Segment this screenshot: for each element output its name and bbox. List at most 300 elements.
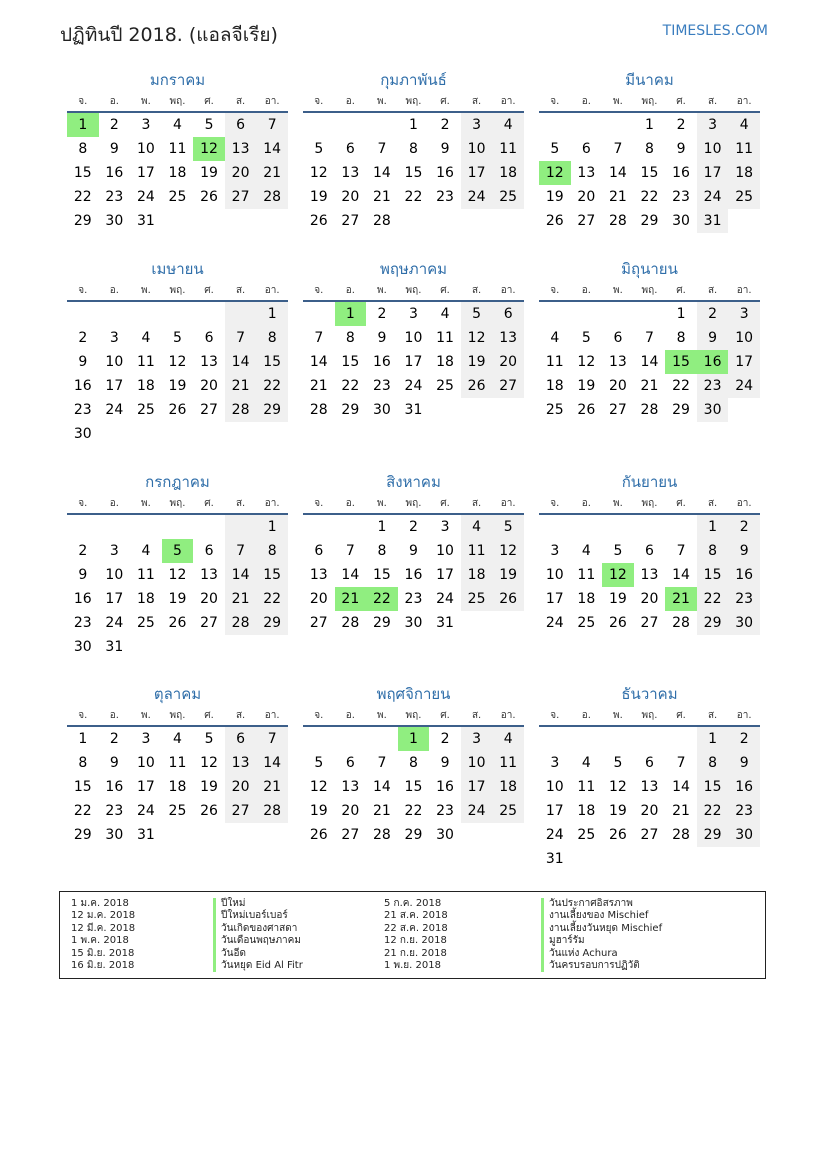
empty-cell (634, 847, 666, 871)
weekday-label: ส. (707, 498, 718, 509)
weekday-label: พฤ. (169, 285, 186, 296)
day-cells (303, 113, 524, 233)
day-cells (67, 113, 288, 233)
day-cell: 3 (409, 306, 418, 322)
day-cell: 16 (672, 165, 690, 181)
empty-cell (256, 209, 288, 233)
legend-date: 22 ส.ค. 2018 (384, 922, 448, 934)
day-cell: 20 (341, 803, 360, 819)
empty-cell (225, 635, 257, 659)
day-cell: 3 (461, 113, 493, 137)
day-cell: 12 (492, 539, 524, 563)
day-cell: 14 (608, 165, 627, 181)
day-cell: 21 (225, 587, 257, 611)
empty-cell (429, 209, 461, 233)
empty-cell (130, 302, 162, 326)
weekday-label: พ. (613, 96, 623, 107)
day-cell: 15 (697, 563, 729, 587)
day-cell: 7 (314, 330, 324, 346)
month-name: เมษายน (151, 260, 204, 278)
day-cell: 10 (697, 137, 729, 161)
day-cell: 13 (200, 354, 218, 370)
day-cell: 13 (200, 567, 218, 583)
day-cell: 31 (136, 213, 155, 229)
weekday-label: อา. (736, 710, 752, 721)
day-cell: 17 (461, 161, 493, 185)
month-name: พฤศจิกายน (376, 685, 451, 703)
day-cell: 27 (225, 185, 257, 209)
page-title: ปฏิทินปี 2018. (แอลจีเรีย) (60, 24, 278, 46)
day-cell: 9 (78, 567, 88, 583)
empty-cell (602, 113, 634, 137)
site-link[interactable]: TIMESLES.COM (662, 23, 768, 39)
day-cell: 15 (73, 779, 92, 795)
day-cell: 17 (545, 591, 564, 607)
legend-holiday-name: วันอีด (213, 948, 303, 960)
day-cell: 5 (613, 755, 623, 771)
day-cell: 27 (640, 615, 659, 631)
day-cell: 20 (577, 189, 596, 205)
day-cell: 6 (204, 330, 214, 346)
empty-cell (492, 611, 524, 635)
day-cell: 23 (73, 402, 92, 418)
day-cell: 15 (256, 350, 288, 374)
empty-cell (162, 302, 194, 326)
day-cell: 12 (200, 755, 218, 771)
day-cell: 12 (309, 165, 328, 181)
month-3 (539, 70, 760, 233)
month-name: สิงหาคม (386, 473, 441, 491)
day-cell: 22 (672, 378, 690, 394)
day-cell: 6 (492, 302, 524, 326)
weekday-label: ศ. (440, 710, 450, 721)
empty-cell (130, 515, 162, 539)
day-cell: 6 (581, 141, 591, 157)
day-cell: 19 (309, 189, 328, 205)
day-cell: 10 (404, 330, 423, 346)
day-cell: 31 (136, 827, 155, 843)
month-7 (67, 472, 288, 659)
legend-holiday-name: วันเกิดของศาสดา (213, 923, 303, 935)
weekday-header (67, 95, 288, 113)
weekday-label: ศ. (676, 285, 686, 296)
day-cell: 20 (309, 591, 328, 607)
weekday-label: ศ. (440, 285, 450, 296)
empty-cell (665, 847, 697, 871)
day-cell: 30 (728, 823, 760, 847)
day-cell: 21 (225, 374, 257, 398)
day-cell: 27 (608, 402, 627, 418)
day-cell: 18 (492, 161, 524, 185)
weekday-label: ส. (235, 285, 246, 296)
empty-cell (602, 515, 634, 539)
day-cell: 3 (141, 731, 151, 747)
weekday-label: อ. (109, 285, 119, 296)
legend-holiday-name: วันหยุด Eid Al Fitr (213, 960, 303, 972)
day-cell: 3 (697, 113, 729, 137)
day-cell: 30 (73, 639, 92, 655)
day-cells (303, 727, 524, 847)
empty-cell (539, 727, 571, 751)
weekday-label: อา. (736, 285, 752, 296)
day-cell: 8 (645, 141, 654, 157)
legend-date: 12 ก.ย. 2018 (384, 935, 447, 947)
day-cell: 8 (409, 141, 418, 157)
day-cell: 27 (200, 402, 218, 418)
day-cell: 27 (341, 213, 360, 229)
weekday-label: ศ. (204, 710, 214, 721)
legend-date: 12 ม.ค. 2018 (71, 910, 136, 922)
day-cell: 20 (640, 591, 659, 607)
month-name: มกราคม (149, 71, 206, 89)
day-cell: 30 (372, 402, 391, 418)
day-cell: 23 (372, 378, 391, 394)
weekday-label: อ. (109, 96, 119, 107)
day-cell: 17 (436, 567, 454, 583)
day-cell: 5 (492, 515, 524, 539)
day-cell: 30 (436, 827, 454, 843)
empty-cell (67, 302, 99, 326)
weekday-label: พ. (141, 96, 151, 107)
weekday-header (539, 95, 760, 113)
legend-holiday-name: ปีใหม่ (213, 898, 303, 910)
day-cell: 9 (676, 141, 686, 157)
empty-cell (225, 302, 257, 326)
month-12 (539, 684, 760, 871)
weekday-label: อ. (581, 710, 591, 721)
day-cell: 21 (672, 803, 690, 819)
day-cell: 17 (545, 803, 564, 819)
day-cell: 18 (168, 165, 187, 181)
day-cell: 19 (577, 378, 596, 394)
day-cell: 16 (728, 563, 760, 587)
day-cell: 4 (492, 727, 524, 751)
day-cell: 10 (436, 543, 454, 559)
day-cell: 21 (256, 161, 288, 185)
empty-cell (728, 209, 760, 233)
day-cell: 13 (577, 165, 596, 181)
day-cell: 5 (204, 731, 214, 747)
empty-cell (303, 113, 335, 137)
weekday-label: อ. (345, 285, 355, 296)
day-cell: 22 (73, 189, 92, 205)
day-cell: 26 (200, 803, 218, 819)
weekday-label: จ. (314, 96, 324, 107)
empty-cell (728, 847, 760, 871)
day-cell: 16 (404, 567, 423, 583)
empty-cell (256, 823, 288, 847)
legend-holiday-name: วันแห่ง Achura (541, 948, 662, 960)
empty-cell (303, 727, 335, 751)
day-cell: 31 (404, 402, 423, 418)
weekday-label: ศ. (676, 498, 686, 509)
day-cell: 30 (404, 615, 423, 631)
day-cell: 1 (78, 731, 88, 747)
day-cell: 9 (440, 141, 450, 157)
day-cells (539, 302, 760, 422)
day-cell: 21 (640, 378, 659, 394)
month-name: ธันวาคม (621, 685, 678, 703)
empty-cell (539, 113, 571, 137)
empty-cell (366, 113, 398, 137)
weekday-label: ส. (707, 710, 718, 721)
legend-holiday-name: ปีใหม่เบอร์เบอร์ (213, 910, 303, 922)
day-cell: 15 (697, 775, 729, 799)
day-cell: 22 (366, 587, 398, 611)
month-1 (67, 70, 288, 233)
day-cell: 28 (256, 799, 288, 823)
day-cell: 29 (73, 213, 92, 229)
day-cell: 24 (697, 185, 729, 209)
day-cell: 16 (697, 350, 729, 374)
weekday-label: ศ. (204, 285, 214, 296)
day-cell: 19 (608, 591, 627, 607)
day-cell: 1 (398, 727, 430, 751)
empty-cell (162, 635, 194, 659)
weekday-header (67, 709, 288, 727)
day-cell: 1 (377, 519, 387, 535)
day-cell: 21 (665, 587, 697, 611)
weekday-label: พฤ. (641, 710, 658, 721)
day-cell: 4 (461, 515, 493, 539)
empty-cell (461, 398, 493, 422)
day-cell: 29 (697, 611, 729, 635)
day-cell: 16 (372, 354, 391, 370)
day-cell: 5 (314, 755, 324, 771)
weekday-label: ส. (471, 96, 482, 107)
weekday-label: ส. (707, 96, 718, 107)
day-cell: 4 (581, 543, 591, 559)
day-cell: 5 (613, 543, 623, 559)
day-cell: 10 (136, 141, 155, 157)
weekday-label: จ. (314, 498, 324, 509)
weekday-label: พฤ. (169, 710, 186, 721)
weekday-label: ส. (471, 285, 482, 296)
day-cell: 14 (640, 354, 659, 370)
day-cells (539, 727, 760, 871)
weekday-label: ศ. (440, 498, 450, 509)
day-cell: 24 (136, 189, 155, 205)
month-name: กุมภาพันธ์ (380, 71, 447, 89)
day-cell: 27 (577, 213, 596, 229)
day-cell: 16 (105, 165, 124, 181)
day-cell: 28 (256, 185, 288, 209)
empty-cell (665, 727, 697, 751)
day-cell: 1 (676, 306, 686, 322)
empty-cell (193, 209, 225, 233)
weekday-label: อา. (736, 96, 752, 107)
day-cell: 18 (577, 591, 596, 607)
weekday-label: จ. (314, 710, 324, 721)
month-8 (303, 472, 524, 635)
day-cell: 22 (256, 587, 288, 611)
day-cell: 11 (436, 330, 454, 346)
day-cell: 29 (404, 827, 423, 843)
day-cell: 16 (105, 779, 124, 795)
day-cells (539, 113, 760, 233)
day-cell: 19 (545, 189, 564, 205)
weekday-header (303, 709, 524, 727)
day-cell: 4 (492, 113, 524, 137)
day-cell: 13 (640, 567, 659, 583)
day-cell: 30 (73, 426, 92, 442)
day-cell: 18 (545, 378, 564, 394)
weekday-label: จ. (550, 96, 560, 107)
legend-date: 12 มี.ค. 2018 (71, 922, 136, 934)
day-cell: 21 (309, 378, 328, 394)
weekday-label: อ. (109, 710, 119, 721)
day-cell: 22 (341, 378, 360, 394)
day-cell: 6 (645, 755, 654, 771)
day-cell: 26 (545, 213, 564, 229)
day-cell: 7 (613, 141, 623, 157)
day-cell: 25 (461, 587, 493, 611)
day-cell: 20 (225, 161, 257, 185)
day-cell: 9 (109, 141, 119, 157)
day-cell: 12 (193, 137, 225, 161)
day-cell: 4 (550, 330, 560, 346)
day-cell: 6 (345, 141, 355, 157)
day-cell: 25 (436, 378, 454, 394)
weekday-label: พ. (141, 498, 151, 509)
day-cell: 25 (168, 803, 187, 819)
empty-cell (193, 302, 225, 326)
day-cell: 22 (73, 803, 92, 819)
day-cell: 26 (608, 827, 627, 843)
day-cell: 21 (372, 803, 391, 819)
empty-cell (461, 209, 493, 233)
month-5 (303, 259, 524, 422)
day-cell: 11 (136, 567, 155, 583)
empty-cell (67, 515, 99, 539)
day-cell: 6 (314, 543, 324, 559)
empty-cell (571, 727, 603, 751)
empty-cell (492, 398, 524, 422)
weekday-label: พ. (141, 285, 151, 296)
day-cell: 4 (173, 117, 182, 133)
month-6 (539, 259, 760, 422)
day-cell: 29 (672, 402, 690, 418)
day-cell: 25 (492, 185, 524, 209)
day-cell: 9 (377, 330, 387, 346)
day-cell: 5 (314, 141, 324, 157)
day-cell: 2 (440, 731, 450, 747)
day-cell: 17 (136, 779, 155, 795)
weekday-header (539, 497, 760, 515)
legend-dates-col-1 (71, 898, 135, 972)
weekday-header (303, 95, 524, 113)
day-cell: 8 (78, 755, 88, 771)
weekday-label: ส. (707, 285, 718, 296)
legend-names-col-2 (541, 898, 662, 972)
day-cell: 16 (728, 775, 760, 799)
day-cell: 23 (404, 591, 423, 607)
day-cell: 7 (377, 141, 387, 157)
legend-dates-col-2 (384, 898, 448, 972)
weekday-label: อ. (581, 285, 591, 296)
day-cell: 29 (640, 213, 659, 229)
empty-cell (571, 302, 603, 326)
legend-holiday-name: วันประกาศอิสรภาพ (541, 898, 662, 910)
day-cell: 24 (105, 402, 124, 418)
day-cell: 12 (168, 354, 187, 370)
empty-cell (539, 302, 571, 326)
day-cell: 31 (105, 639, 124, 655)
day-cell: 10 (105, 567, 124, 583)
day-cells (303, 302, 524, 422)
empty-cell (602, 302, 634, 326)
empty-cell (492, 823, 524, 847)
weekday-label: ส. (471, 710, 482, 721)
legend-date: 15 มิ.ย. 2018 (71, 947, 135, 959)
day-cell: 19 (168, 378, 187, 394)
weekday-label: พฤ. (641, 285, 658, 296)
day-cell: 15 (341, 354, 360, 370)
day-cell: 21 (372, 189, 391, 205)
day-cell: 28 (608, 213, 627, 229)
day-cell: 9 (440, 755, 450, 771)
weekday-label: จ. (78, 96, 88, 107)
day-cell: 15 (640, 165, 659, 181)
month-2 (303, 70, 524, 233)
day-cell: 12 (461, 326, 493, 350)
day-cell: 24 (105, 615, 124, 631)
day-cell: 8 (345, 330, 355, 346)
day-cell: 26 (608, 615, 627, 631)
weekday-label: อา. (264, 498, 280, 509)
day-cell: 2 (377, 306, 387, 322)
day-cell: 20 (640, 803, 659, 819)
empty-cell (99, 422, 131, 446)
day-cell: 19 (200, 165, 218, 181)
month-4 (67, 259, 288, 446)
day-cell: 5 (581, 330, 591, 346)
day-cell: 6 (225, 113, 257, 137)
month-name: พฤษภาคม (379, 260, 448, 278)
day-cell: 20 (225, 775, 257, 799)
weekday-label: อ. (109, 498, 119, 509)
legend-holiday-name: งานเลี้ยงของ Mischief (541, 910, 662, 922)
weekday-label: จ. (550, 710, 560, 721)
weekday-label: ศ. (204, 498, 214, 509)
weekday-label: ศ. (676, 96, 686, 107)
day-cell: 26 (309, 213, 328, 229)
day-cell: 7 (225, 539, 257, 563)
day-cell: 3 (141, 117, 151, 133)
empty-cell (225, 823, 257, 847)
day-cell: 20 (341, 189, 360, 205)
day-cell: 3 (109, 543, 119, 559)
weekday-label: อา. (264, 96, 280, 107)
weekday-label: ส. (235, 498, 246, 509)
month-name: มีนาคม (625, 71, 674, 89)
day-cell: 13 (640, 779, 659, 795)
day-cell: 24 (545, 615, 564, 631)
day-cell: 10 (461, 751, 493, 775)
legend-names-col-1 (213, 898, 303, 972)
day-cell: 6 (645, 543, 654, 559)
empty-cell (634, 727, 666, 751)
day-cell: 23 (697, 374, 729, 398)
day-cell: 18 (492, 775, 524, 799)
day-cell: 3 (550, 755, 560, 771)
weekday-label: ส. (235, 710, 246, 721)
day-cell: 11 (492, 137, 524, 161)
day-cell: 28 (225, 398, 257, 422)
month-11 (303, 684, 524, 847)
day-cell: 16 (73, 378, 92, 394)
day-cell: 13 (608, 354, 627, 370)
